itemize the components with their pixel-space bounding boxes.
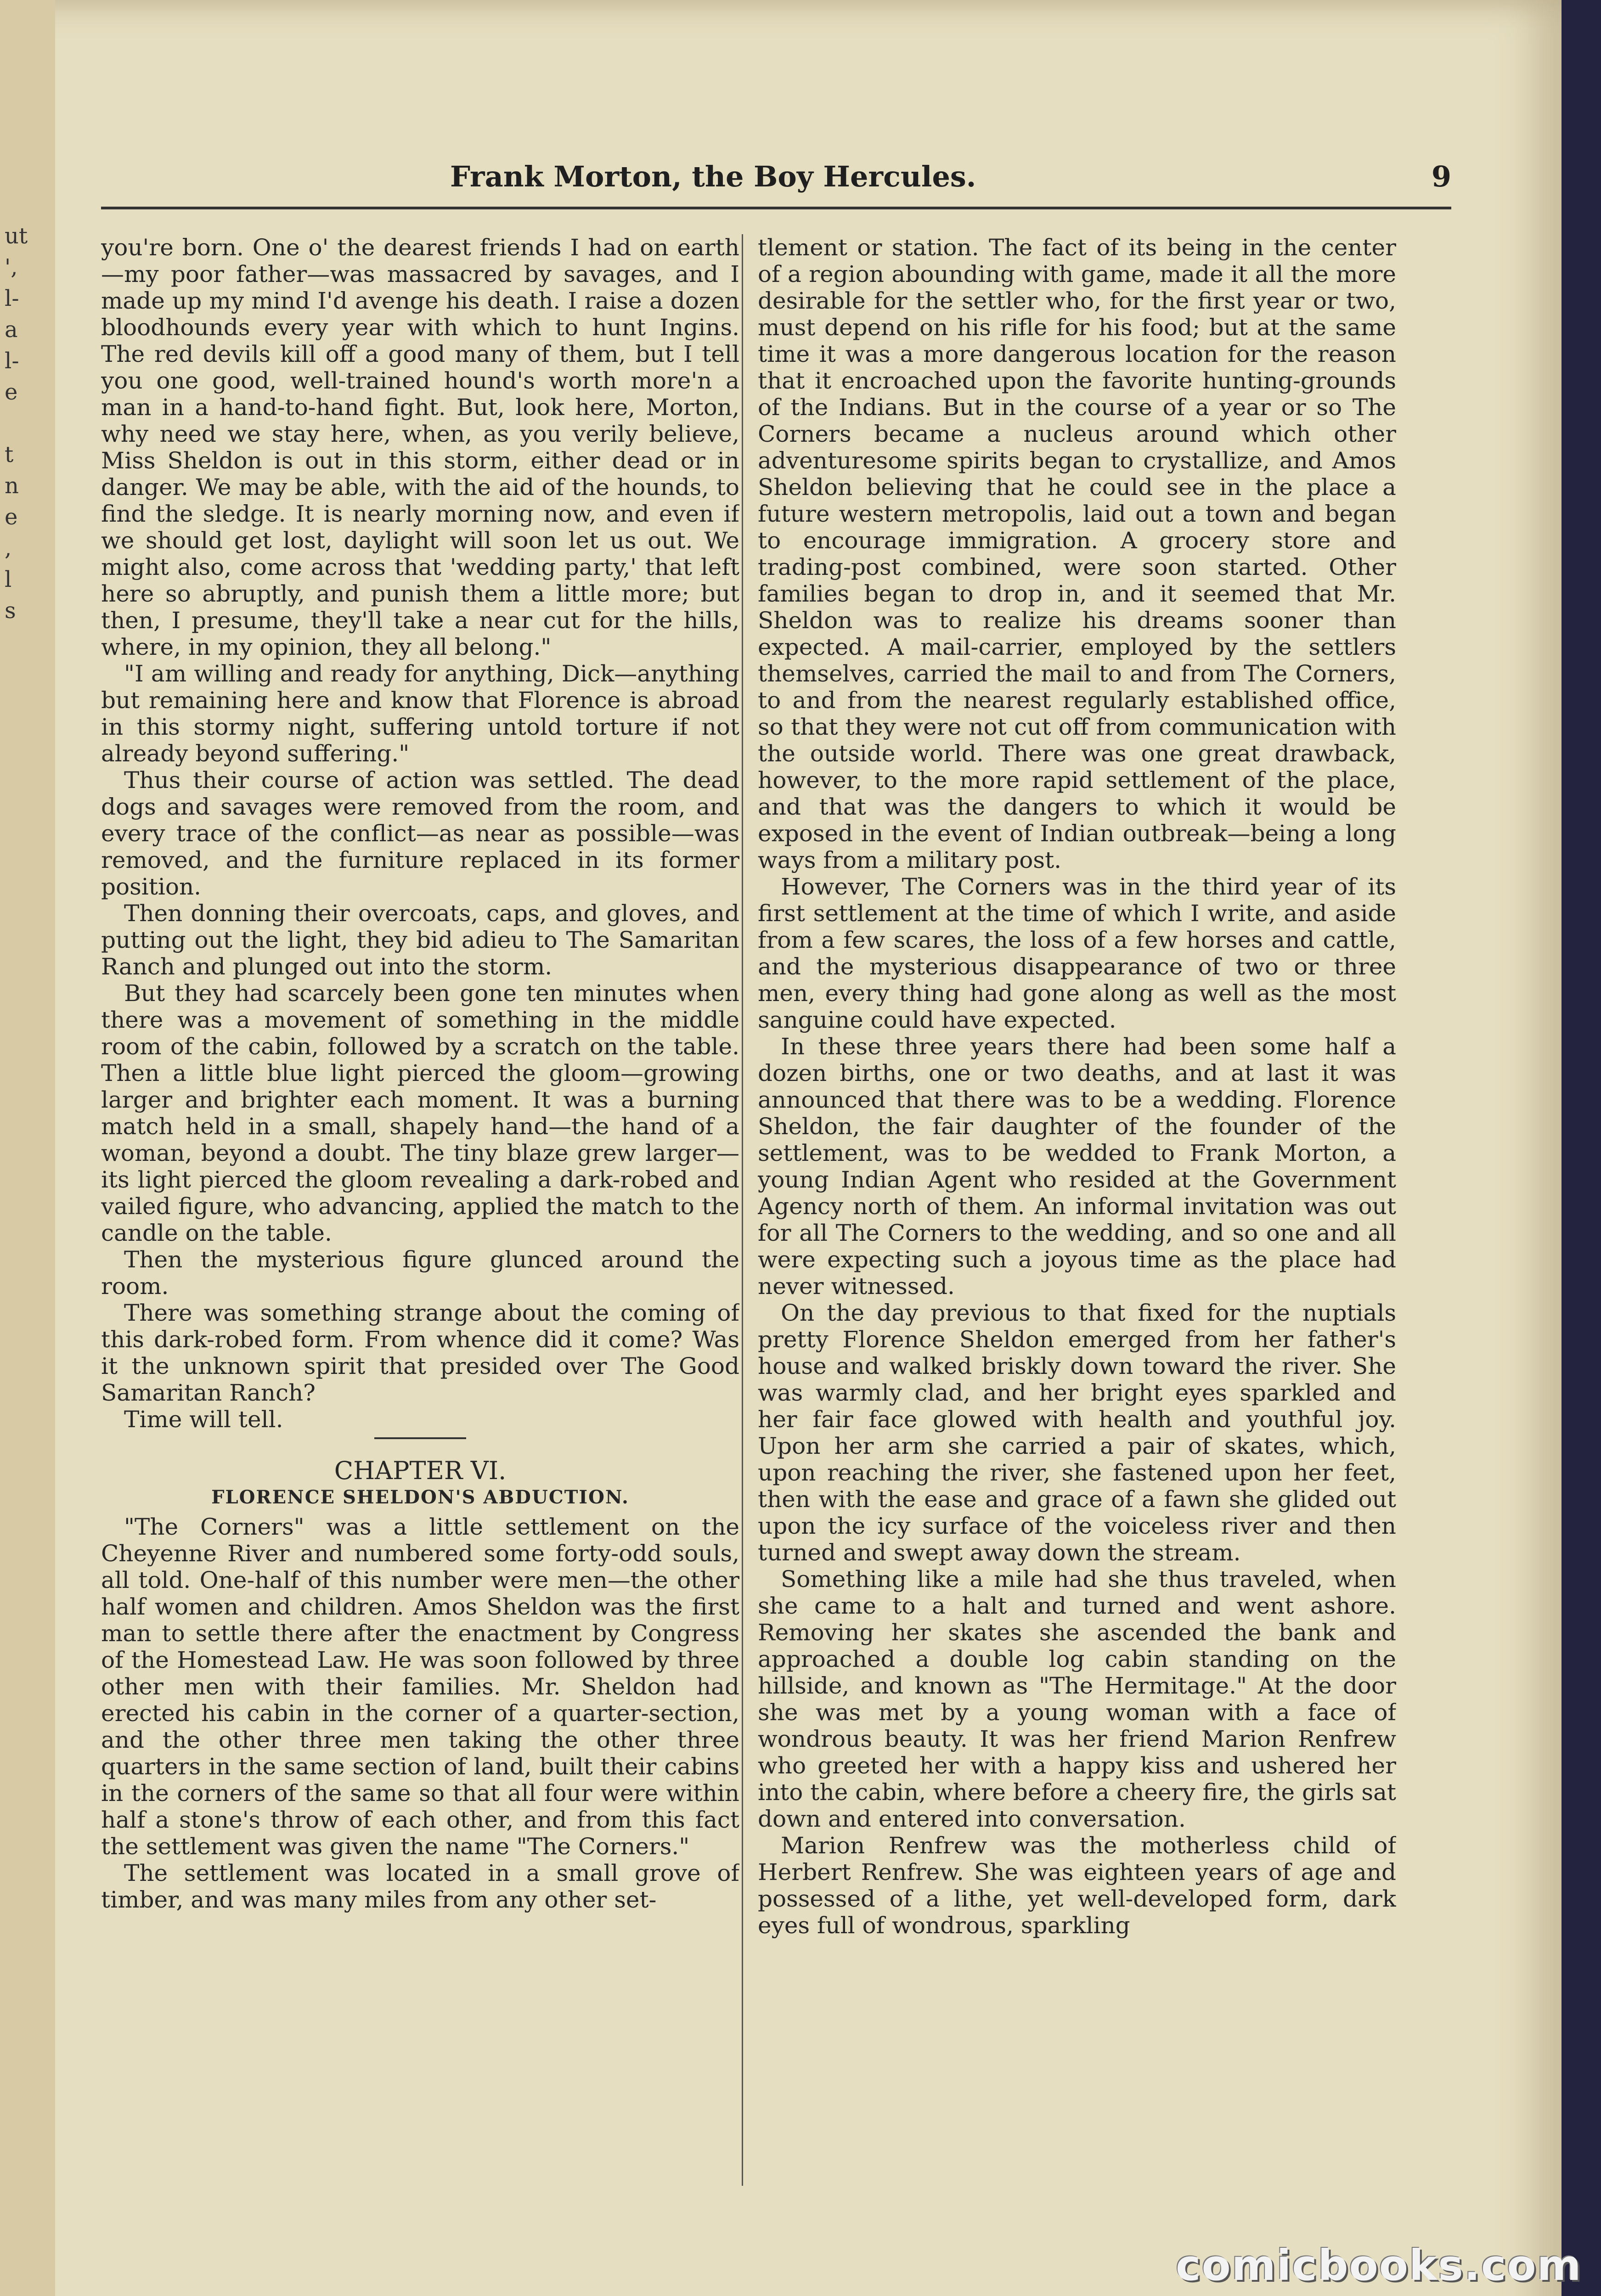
running-title: Frank Morton, the Boy Hercules. xyxy=(450,160,976,193)
source-watermark: comicbooks.com xyxy=(1176,2241,1582,2290)
paragraph: Then the mysterious figure glunced around the room. xyxy=(101,1246,739,1300)
paragraph: But they had scarcely been gone ten minutes when there was a movement of something in the middle room of the cabin, followed by a scratch on the table. Then a little blue light pierced the gloom—growing larger and brighter each moment. It was a burning match held in a small, shapely hand—the hand of a woman, beyond a doubt. The tiny blaze grew larger—its light pierced the gloom revealing a dark-robed and vailed figure, who advancing, applied the match to the candle on the table. xyxy=(101,980,739,1246)
paragraph: "I am willing and ready for anything, Dick—anything but remaining here and know that Florence is abroad in this stormy night, suffering untold torture if not already beyond suffering." xyxy=(101,660,739,767)
fragment: , xyxy=(5,535,12,561)
chapter-rule xyxy=(374,1437,466,1439)
fragment: ut xyxy=(5,223,28,249)
paragraph: However, The Corners was in the third year of its first settlement at the time of which I write, and aside from a few scares, the loss of a few horses and cattle, and the mysterious disappearance of two or three men, every thing had gone along as well as the most sanguine could have expected. xyxy=(758,873,1396,1033)
paragraph: Then donning their overcoats, caps, and gloves, and putting out the light, they bid adieu to The Samaritan Ranch and plunged out into the storm. xyxy=(101,900,739,980)
facing-page-edge xyxy=(0,0,55,2296)
paragraph: Something like a mile had she thus traveled, when she came to a halt and turned and went ashore. Removing her skates she ascended the bank and approached a double log cabin standing on the hillside, and known as "The Hermitage." At the door she was met by a young woman with a face of wondrous beauty. It was her friend Marion Renfrew who greeted her with a happy kiss and ushered her into the cabin, where before a cheery fire, the girls sat down and entered into conversation. xyxy=(758,1566,1396,1832)
paragraph: In these three years there had been some half a dozen births, one or two deaths, and at last it was announced that there was to be a wedding. Florence Sheldon, the fair daughter of the founder of the settlement, was to be wedded to Frank Morton, a young Indian Agent who resided at the Government Agency north of them. An informal invitation was out for all The Corners to the wedding, and so one and all were expecting such a joyous time as the place had never witnessed. xyxy=(758,1033,1396,1300)
paragraph: Thus their course of action was settled. The dead dogs and savages were removed from the room, and every trace of the conflict—as near as possible—was removed, and the furniture replaced in its former position. xyxy=(101,767,739,900)
left-column xyxy=(101,234,739,2186)
fragment: n xyxy=(5,473,19,499)
fragment: t xyxy=(5,442,14,467)
fragment: a xyxy=(5,317,18,343)
paragraph: There was something strange about the coming of this dark-robed form. From whence did it come? Was it the unknown spirit that presided over The Good Samaritan Ranch? xyxy=(101,1300,739,1406)
paragraph: you're born. One o' the dearest friends I had on earth—my poor father—was massacred by savages, and I made up my mind I'd avenge his death. I raise a dozen bloodhounds every year with which to hunt Ingins. The red devils kill off a good many of them, but I tell you one good, well-trained hound's worth more'n a man in a hand-to-hand fight. But, look here, Morton, why need we stay here, when, as you verily believe, Miss Sheldon is out in this storm, either dead or in danger. We may be able, with the aid of the hounds, to find the sledge. It is nearly morning now, and even if we should get lost, daylight will soon let us out. We might also, come across that 'wedding party,' that left here so abruptly, and punish them a little more; but then, I presume, they'll take a near cut for the hills, where, in my opinion, they all belong." xyxy=(101,234,739,660)
fragment: l- xyxy=(5,348,19,374)
fragment: e xyxy=(5,504,18,530)
fragment: ', xyxy=(5,254,18,280)
fragment: e xyxy=(5,379,18,405)
paragraph: Marion Renfrew was the motherless child of Herbert Renfrew. She was eighteen years of age and possessed of a lithe, yet well-developed form, dark eyes full of wondrous, sparkling xyxy=(758,1832,1396,1939)
column-divider xyxy=(742,234,743,2186)
fragment: l xyxy=(5,567,12,592)
paragraph: The settlement was located in a small grove of timber, and was many miles from any other set- xyxy=(101,1860,739,1913)
page-number: 9 xyxy=(1431,160,1451,193)
paragraph: tlement or station. The fact of its being in the center of a region abounding with game, made it all the more desirable for the settler who, for the first year or two, must depend on his rifle for his food; but at the same time it was a more dangerous location for the reason that it encroached upon the favorite hunting-grounds of the Indians. But in the course of a year or so The Corners became a nucleus around which other adventuresome spirits began to crystallize, and Amos Sheldon believing that he could see in the place a future western metropolis, laid out a town and began to encourage immigration. A grocery store and trading-post combined, were soon started. Other families began to drop in, and it seemed that Mr. Sheldon was to realize his dreams sooner than expected. A mail-carrier, employed by the settlers themselves, carried the mail to and from The Corners, to and from the nearest regularly established office, so that they were not cut off from communication with the outside world. There was one great drawback, however, to the more rapid settlement of the place, and that was the dangers to which it would be exposed in the event of Indian outbreak—being a long ways from a military post. xyxy=(758,234,1396,873)
fragment xyxy=(5,408,55,439)
page-header xyxy=(101,156,1451,209)
background-edge xyxy=(1562,0,1601,2296)
fragment: s xyxy=(5,598,16,624)
facing-page-fragments xyxy=(5,220,55,626)
paragraph: On the day previous to that fixed for the nuptials pretty Florence Sheldon emerged from her father's house and walked briskly down toward the river. She was warmly clad, and her bright eyes sparkled and her fair face glowed with health and youthful joy. Upon her arm she carried a pair of skates, which, upon reaching the river, she fastened upon her feet, then with the ease and grace of a fawn she glided out upon the icy surface of the voiceless river and then turned and swept away down the stream. xyxy=(758,1300,1396,1566)
paragraph: Time will tell. xyxy=(124,1406,283,1433)
chapter-heading: CHAPTER VI. xyxy=(334,1456,507,1485)
right-column xyxy=(758,234,1396,2186)
fragment: l- xyxy=(5,286,19,311)
chapter-subtitle: FLORENCE SHELDON'S ABDUCTION. xyxy=(211,1486,629,1508)
paragraph: "The Corners" was a little settlement on the Cheyenne River and numbered some forty-odd souls, all told. One-half of this number were men—the other half women and children. Amos Sheldon was the first man to settle there after the enactment by Congress of the Homestead Law. He was soon followed by three other men with their families. Mr. Sheldon had erected his cabin in the corner of a quarter-section, and the other three men taking the other three quarters in the same section of land, built their cabins in the corners of the same so that all four were within half a stone's throw of each other, and from this fact the settlement was given the name "The Corners." xyxy=(101,1514,739,1860)
